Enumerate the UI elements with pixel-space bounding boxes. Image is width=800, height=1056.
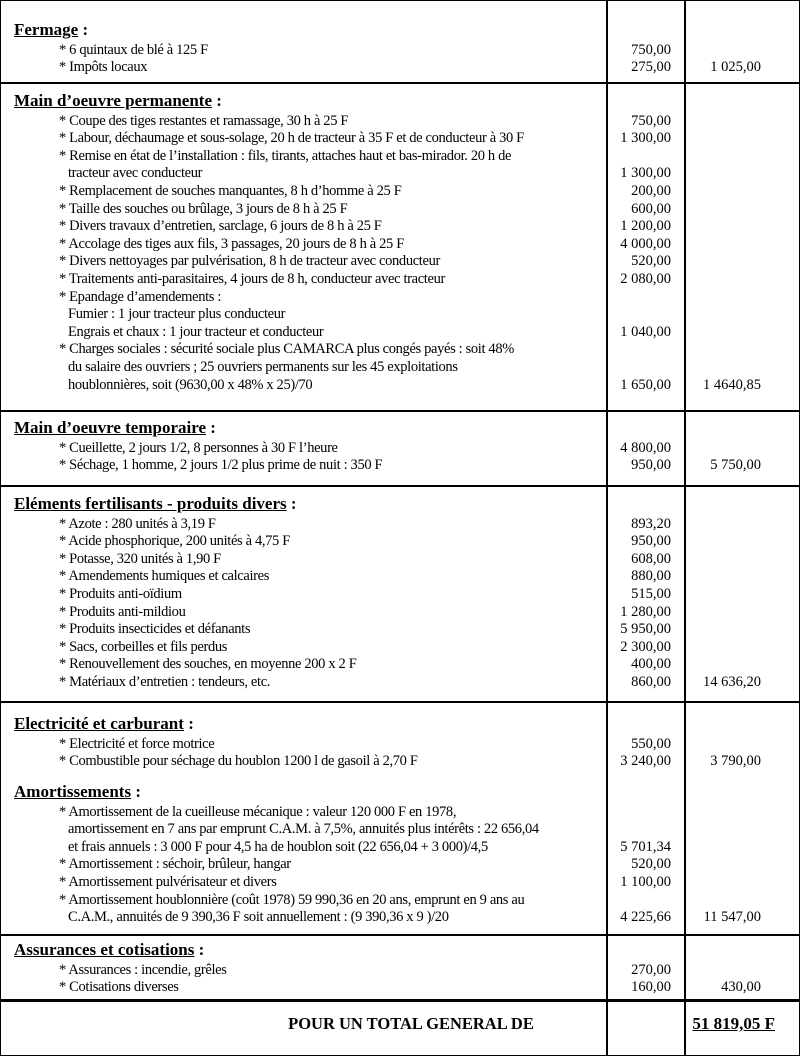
table-row [1,439,799,457]
section-title: Main d’oeuvre permanente : [14,91,222,110]
table-row [1,673,799,691]
row-description: * Combustible pour séchage du houblon 1200 l de gasoil à 2,70 F [59,753,418,770]
row-description: * Electricité et force motrice [59,735,215,752]
row-description: houblonnières, soit (9630,00 x 48% x 25)/70 [68,376,313,393]
table-row [1,147,799,165]
table-row [1,855,799,873]
table-row [1,200,799,218]
table-row [1,456,799,474]
section-divider [1,934,799,936]
table-row [1,376,799,394]
section-heading [1,92,799,110]
row-amount: 550,00 [631,735,671,752]
table-row [1,803,799,821]
row-amount: 2 080,00 [620,271,671,287]
row-amount: 1 300,00 [620,130,671,147]
section-heading [1,941,799,959]
row-amount: 515,00 [631,586,671,602]
row-description: * Remplacement de souches manquantes, 8 h d’homme à 25 F [59,183,402,199]
row-amount: 1 300,00 [620,165,671,182]
row-amount: 5 950,00 [620,621,671,638]
row-description: * Cueillette, 2 jours 1/2, 8 personnes à 30 F l’heure [59,439,338,456]
row-description: du salaire des ouvriers ; 25 ouvriers permanents sur les 45 exploitations [68,359,458,375]
row-amount: 608,00 [631,550,671,567]
row-description: C.A.M., annuités de 9 390,36 F soit annuellement : (9 390,36 x 9 )/20 [68,909,449,926]
row-amount: 4 000,00 [620,235,671,252]
table-row [1,838,799,856]
table-row [1,908,799,926]
section-heading [1,21,799,39]
row-description: * Accolage des tiges aux fils, 3 passages, 20 jours de 8 h à 25 F [59,235,404,252]
table-row [1,961,799,979]
table-row [1,58,799,76]
row-description: * Divers nettoyages par pulvérisation, 8 h de tracteur avec conducteur [59,253,440,270]
row-amount: 1 650,00 [620,376,671,393]
section-title: Fermage : [14,20,89,39]
section-title: Amortissements : [14,782,142,801]
row-amount: 520,00 [631,856,671,873]
section-divider [1,410,799,412]
section-total: 1 4640,85 [703,376,761,393]
table-row [1,129,799,147]
row-amount: 950,00 [631,533,671,550]
section-total: 1 025,00 [710,59,761,76]
row-description: * Cotisations diverses [59,979,179,996]
table-row [1,585,799,603]
row-description: * Divers travaux d’entretien, sarclage, 6 jours de 8 h à 25 F [59,218,382,235]
row-amount: 400,00 [631,656,671,673]
row-description: et frais annuels : 3 000 F pour 4,5 ha de houblon soit (22 656,04 + 3 000)/4,5 [68,838,488,855]
table-row [1,164,799,182]
table-row [1,358,799,376]
row-amount: 4 800,00 [620,439,671,456]
section-heading [1,419,799,437]
section-title: Eléments fertilisants - produits divers : [14,494,297,513]
row-description: * Potasse, 320 unités à 1,90 F [59,550,221,567]
section-divider [1,485,799,487]
section-total: 5 750,00 [710,457,761,474]
table-row [1,288,799,306]
row-description: * Séchage, 1 homme, 2 jours 1/2 plus prime de nuit : 350 F [59,457,383,474]
table-row [1,340,799,358]
table-row [1,252,799,270]
section-title: Electricité et carburant : [14,714,194,733]
section-divider [1,701,799,703]
table-row [1,182,799,200]
row-description: * Epandage d’amendements : [59,288,222,305]
table-row [1,550,799,568]
table-row [1,305,799,323]
table-row [1,515,799,533]
row-description: * Amortissement pulvérisateur et divers [59,874,277,890]
row-amount: 750,00 [631,112,671,129]
section-total: 14 636,20 [703,674,761,690]
table-row [1,323,799,341]
section-heading [1,495,799,513]
table-row [1,655,799,673]
section-heading [1,715,799,733]
table-row [1,603,799,621]
table-row [1,567,799,585]
table-row [1,891,799,909]
section-heading [1,783,799,801]
grand-total-value: 51 819,05 F [692,1014,775,1033]
row-amount: 2 300,00 [620,638,671,655]
table-row [1,752,799,770]
row-amount: 4 225,66 [620,909,671,926]
row-amount: 1 200,00 [620,218,671,235]
row-amount: 520,00 [631,253,671,270]
section-total: 11 547,00 [703,909,761,926]
table-row [1,638,799,656]
row-amount: 160,00 [631,979,671,996]
section-divider [1,82,799,84]
table-row [1,270,799,288]
section-total: 3 790,00 [710,753,761,770]
row-amount: 950,00 [631,457,671,474]
row-description: * Remise en état de l’installation : fils, tirants, attaches haut et bas-mirador. 20 h de [59,147,512,164]
row-description: * Sacs, corbeilles et fils perdus [59,638,228,655]
table-row [1,217,799,235]
row-description: * Matériaux d’entretien : tendeurs, etc. [59,674,271,690]
row-amount: 600,00 [631,200,671,217]
row-description: * Taille des souches ou brûlage, 3 jours de 8 h à 25 F [59,200,348,217]
row-description: * Produits insecticides et défanants [59,621,251,638]
row-description: * Assurances : incendie, grêles [59,961,227,978]
row-amount: 750,00 [631,41,671,58]
row-description: * Charges sociales : sécurité sociale plus CAMARCA plus congés payés : soit 48% [59,341,514,358]
row-description: * Azote : 280 unités à 3,19 F [59,515,216,532]
row-description: * Amortissement : séchoir, brûleur, hangar [59,856,291,873]
row-description: * Amendements humiques et calcaires [59,568,270,585]
section-title: Main d’oeuvre temporaire : [14,418,216,437]
row-description: * Traitements anti-parasitaires, 4 jours de 8 h, conducteur avec tracteur [59,271,445,287]
table-row [1,873,799,891]
section-total: 430,00 [721,979,761,996]
table-row [1,735,799,753]
row-description: * Renouvellement des souches, en moyenne 200 x 2 F [59,656,357,673]
row-description: * Produits anti-mildiou [59,603,186,620]
row-amount: 200,00 [631,183,671,199]
table-row [1,235,799,253]
row-amount: 5 701,34 [620,838,671,855]
row-amount: 270,00 [631,961,671,978]
row-description: * Amortissement houblonnière (coût 1978) 59 990,36 en 20 ans, emprunt en 9 ans au [59,891,525,908]
row-description: * Impôts locaux [59,59,148,76]
table-row [1,532,799,550]
row-amount: 893,20 [631,515,671,532]
row-amount: 1 040,00 [620,323,671,340]
total-divider [1,999,799,1002]
row-description: amortissement en 7 ans par emprunt C.A.M. à 7,5%, annuités plus intérêts : 22 656,04 [68,821,539,838]
row-amount: 275,00 [631,59,671,76]
table-row [1,620,799,638]
table-row [1,112,799,130]
row-description: tracteur avec conducteur [68,165,203,182]
row-description: * Acide phosphorique, 200 unités à 4,75 F [59,533,290,550]
row-description: * Produits anti-oïdium [59,586,182,602]
grand-total-label: POUR UN TOTAL GENERAL DE [288,1014,534,1033]
table-row [1,978,799,996]
row-amount: 880,00 [631,568,671,585]
row-amount: 3 240,00 [620,753,671,770]
table-row [1,41,799,59]
row-description: * Coupe des tiges restantes et ramassage, 30 h à 25 F [59,112,349,129]
row-description: Engrais et chaux : 1 jour tracteur et conducteur [68,323,324,340]
section-title: Assurances et cotisations : [14,940,205,959]
row-amount: 1 100,00 [620,874,671,890]
row-amount: 860,00 [631,674,671,690]
row-description: Fumier : 1 jour tracteur plus conducteur [68,306,286,323]
table-row [1,820,799,838]
row-amount: 1 280,00 [620,603,671,620]
row-description: * Amortissement de la cueilleuse mécanique : valeur 120 000 F en 1978, [59,803,457,820]
row-description: * Labour, déchaumage et sous-solage, 20 h de tracteur à 35 F et de conducteur à 30 F [59,130,524,147]
row-description: * 6 quintaux de blé à 125 F [59,41,208,58]
